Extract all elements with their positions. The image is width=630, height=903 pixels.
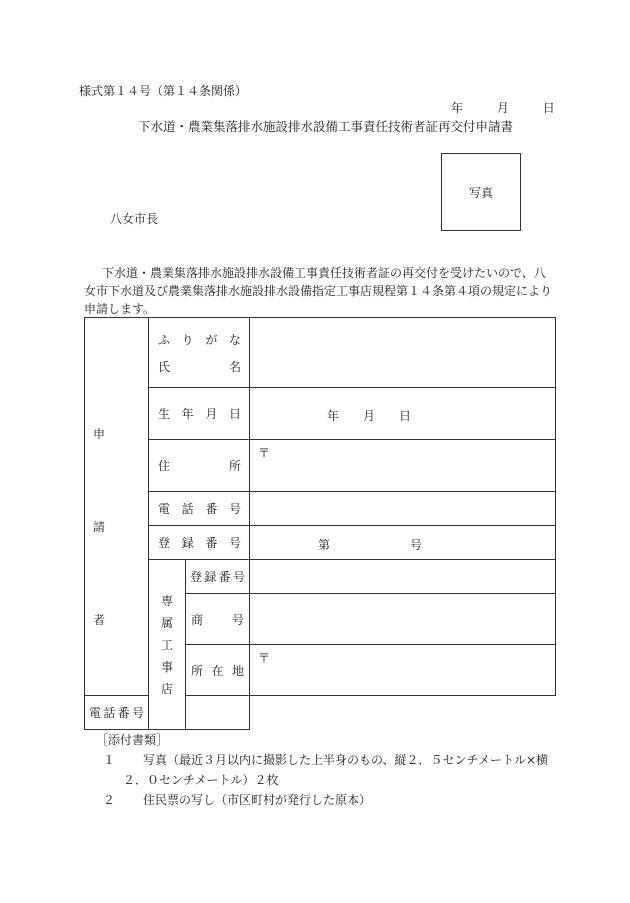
form-number: 様式第１４号（第１４条関係） <box>79 84 248 98</box>
shop-name-label-cell <box>186 594 250 645</box>
attachment-item-2 <box>98 791 371 808</box>
shop-zip-mark: 〒 <box>258 651 271 665</box>
application-statement <box>84 264 554 318</box>
attachment-item-1-continued <box>123 771 279 788</box>
registration-label-cell <box>149 526 250 560</box>
dedicated-shop-label-cell <box>149 560 186 730</box>
shop-char: 工 <box>160 637 173 652</box>
applicant-char: 請 <box>93 520 106 534</box>
registration-field[interactable] <box>250 526 556 560</box>
registration-label: 登 録 番 号 <box>158 536 241 550</box>
date-line <box>451 99 555 116</box>
shop-char: 専 <box>160 593 173 608</box>
date-month: 月 <box>496 101 509 115</box>
date-year: 年 <box>451 101 464 115</box>
shop-registration-label-cell <box>186 560 250 594</box>
shop-location-label: 所 在 地 <box>191 663 244 678</box>
attachment-number: ２ <box>103 793 116 807</box>
address-label: 住 所 <box>158 459 241 473</box>
birth-label-cell <box>149 388 250 440</box>
phone-label-cell <box>149 492 250 526</box>
birth-year: 年 <box>327 409 340 423</box>
registration-suffix: 号 <box>410 538 423 552</box>
birth-date-field[interactable] <box>250 388 556 440</box>
shop-phone-label: 電 話 番 号 <box>89 706 144 720</box>
address-field[interactable] <box>250 440 556 492</box>
date-day: 日 <box>542 101 555 115</box>
attachments-title: ［添付書類］ <box>96 733 169 747</box>
shop-location-label-cell <box>186 645 250 696</box>
attachment-text: 住民票の写し（市区町村が発行した原本） <box>143 793 372 807</box>
photo-label: 写真 <box>468 185 493 200</box>
attachment-text: ２．０センチメートル）２枚 <box>123 773 279 787</box>
applicant-label-cell <box>85 318 149 696</box>
attachment-number: １ <box>103 753 116 767</box>
furigana-label: ふ り が な <box>158 332 241 347</box>
zip-mark: 〒 <box>258 446 271 460</box>
birth-day: 日 <box>399 409 412 423</box>
address-label-cell <box>149 440 250 492</box>
shop-phone-field[interactable] <box>186 696 250 730</box>
shop-name-label: 商 号 <box>191 612 244 627</box>
birth-label: 生 年 月 日 <box>158 407 241 421</box>
name-field[interactable] <box>250 318 556 388</box>
shop-phone-label-cell <box>85 696 149 730</box>
shop-name-field[interactable] <box>250 594 556 645</box>
name-label: 氏 名 <box>158 359 241 374</box>
statement-text: 下水道・農業集落排水施設排水設備工事責任技術者証の再交付を受けたいので、八女市下水道及び農業集落排水施設排水設備指定工事店規程第１４条第４項の規定により申請します。 <box>84 266 553 316</box>
shop-char: 事 <box>160 659 173 674</box>
registration-prefix: 第 <box>318 538 331 552</box>
addressee: 八女市長 <box>110 212 159 226</box>
application-table <box>84 317 556 730</box>
shop-location-field[interactable] <box>250 645 556 696</box>
photo-box <box>441 153 521 231</box>
attachment-item-1 <box>98 751 548 768</box>
shop-char: 店 <box>160 681 173 696</box>
shop-registration-field[interactable] <box>250 560 556 594</box>
document-title: 下水道・農業集落排水施設排水設備工事責任技術者証再交付申請書 <box>138 119 514 134</box>
attachment-text: 写真（最近３月以内に撮影した上半身のもの、縦２．５センチメートル×横 <box>143 753 549 767</box>
applicant-char: 者 <box>93 613 106 627</box>
applicant-char: 申 <box>93 427 106 441</box>
name-label-cell <box>149 318 250 388</box>
phone-label: 電 話 番 号 <box>158 502 241 516</box>
phone-field[interactable] <box>250 492 556 526</box>
shop-char: 属 <box>160 615 173 630</box>
shop-registration-label: 登 録 番 号 <box>190 570 245 584</box>
birth-month: 月 <box>363 409 376 423</box>
